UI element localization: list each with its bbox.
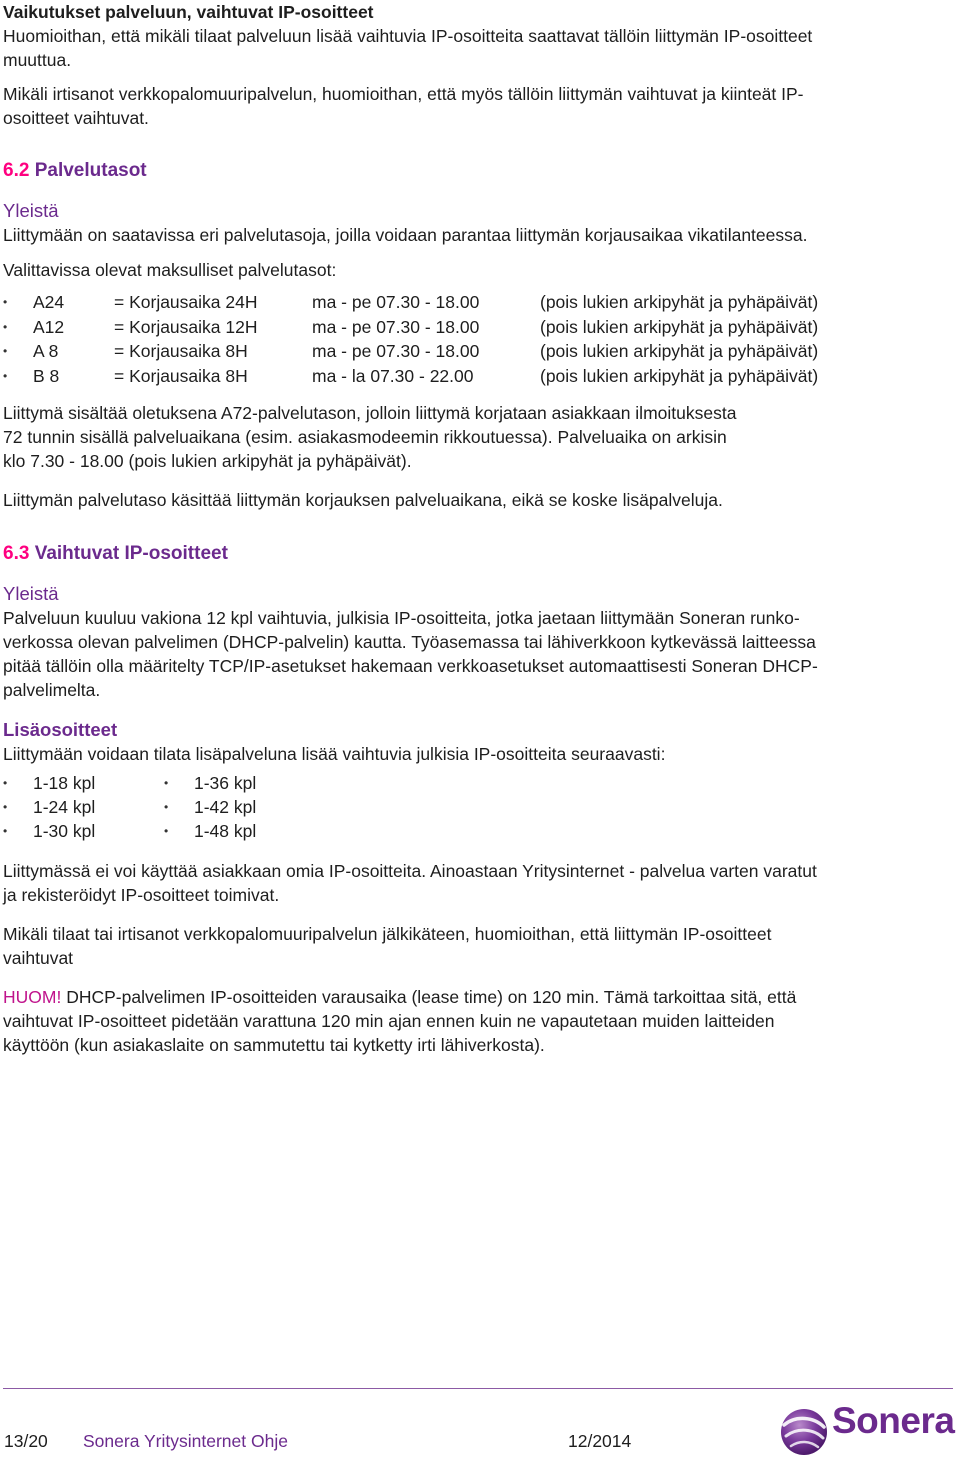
- bullet-icon: •: [3, 824, 8, 838]
- section-6-2-number: 6.2: [3, 160, 30, 181]
- level-service-time: ma - pe 07.30 - 18.00: [312, 316, 480, 337]
- service-level-row: [3, 290, 953, 315]
- level-note: (pois lukien arkipyhät ja pyhäpäivät): [540, 292, 819, 312]
- level-description: = Korjausaika 8H: [114, 365, 248, 386]
- bullet-icon: •: [164, 800, 169, 814]
- section-6-3-paragraph-3b: ja rekisteröidyt IP-osoitteet toimivat.: [3, 885, 280, 905]
- section-6-3-subheading: Yleistä: [3, 583, 59, 604]
- bullet-icon: •: [164, 776, 169, 790]
- page-number: 13/20: [4, 1431, 48, 1451]
- intro-paragraph-2b: osoitteet vaihtuvat.: [3, 108, 149, 128]
- section-6-2-paragraph-3b: 72 tunnin sisällä palveluaikana (esim. asiakasmodeemin rikkoutuessa). Palveluaika on arkisin: [3, 427, 727, 447]
- level-service-time: ma - pe 07.30 - 18.00: [312, 341, 480, 361]
- service-level-row: [3, 339, 953, 364]
- intro-paragraph-2a: Mikäli irtisanot verkkopalomuuripalvelun, huomioithan, että myös tällöin liittymän vaihtuvat ja kiinteät IP-: [3, 84, 804, 104]
- section-6-3-paragraph-1a: Palveluun kuuluu vakiona 12 kpl vaihtuvia, julkisia IP-osoitteita, jotka jaetaan liittymään Soneran runko-: [3, 608, 800, 628]
- sonera-wordmark: Sonera: [832, 1400, 955, 1441]
- sonera-orb-icon: [778, 1405, 830, 1457]
- service-level-row: [3, 364, 953, 389]
- section-6-3-paragraph-3a: Liittymässä ei voi käyttää asiakkaan omia IP-osoitteita. Ainoastaan Yritysinternet - palvelua varten varatut: [3, 861, 817, 881]
- section-6-3-paragraph-5a: [3, 985, 953, 1009]
- bullet-icon: •: [3, 776, 8, 790]
- huom-label: HUOM!: [3, 987, 62, 1007]
- section-6-3-paragraph-1c: pitää tällöin olla määritelty TCP/IP-asetukset hakemaan verkkoasetukset automaattisesti Soneran DHCP-: [3, 656, 818, 676]
- section-6-3-paragraph-1b: verkossa olevan palvelimen (DHCP-palvelin) kautta. Työasemassa tai lähiverkkoon kytkevässä laitteessa: [3, 632, 816, 652]
- level-note: (pois lukien arkipyhät ja pyhäpäivät): [540, 365, 819, 386]
- level-note: (pois lukien arkipyhät ja pyhäpäivät): [540, 341, 819, 361]
- level-code: B 8: [33, 365, 60, 386]
- section-6-3-title: Vaihtuvat IP-osoitteet: [34, 543, 228, 564]
- level-code: A24: [33, 292, 65, 312]
- section-6-3-number: 6.3: [3, 543, 30, 564]
- level-description: = Korjausaika 24H: [114, 292, 258, 312]
- section-6-3-paragraph-5c: käyttöön (kun asiakaslaite on sammutettu tai kytketty irti lähiverkosta).: [3, 1035, 545, 1055]
- level-description: = Korjausaika 8H: [114, 341, 248, 361]
- level-service-time: ma - la 07.30 - 22.00: [312, 365, 474, 386]
- section-6-3-paragraph-2: Liittymään voidaan tilata lisäpalveluna lisää vaihtuvia julkisia IP-osoitteita seuraavasti:: [3, 744, 666, 764]
- intro-title: Vaikutukset palveluun, vaihtuvat IP-osoitteet: [3, 2, 374, 22]
- bullet-icon: •: [164, 824, 169, 838]
- bullet-icon: •: [3, 800, 8, 814]
- section-6-2-paragraph-4: Liittymän palvelutaso käsittää liittymän korjauksen palveluaikana, eikä se koske lisäpalveluja.: [3, 490, 723, 510]
- bullet-icon: •: [3, 319, 8, 334]
- level-code: A12: [33, 316, 65, 337]
- intro-paragraph-1a: Huomioithan, että mikäli tilaat palveluun lisää vaihtuvia IP-osoitteita saattavat tällöin liittymän IP-osoitteet: [3, 26, 813, 46]
- bullet-icon: •: [3, 295, 8, 309]
- level-code: A 8: [33, 341, 59, 361]
- document-body: [3, 0, 953, 1057]
- document-brand: Sonera Yritysinternet: [83, 1431, 247, 1451]
- section-6-3-paragraph-4b: vaihtuvat: [3, 948, 74, 968]
- section-6-3-heading: [3, 542, 953, 566]
- bullet-icon: •: [3, 344, 8, 358]
- level-description: = Korjausaika 12H: [114, 316, 258, 337]
- section-6-2-paragraph-1: Liittymään on saatavissa eri palvelutasoja, joilla voidaan parantaa liittymän korjausaikaa vikatilanteessa.: [3, 225, 808, 245]
- address-quantity-list: • 1-18 kpl • 1-24 kpl • 1-30 kpl • 1-36 kpl • 1-42 kpl • 1-48 kpl: [3, 773, 257, 841]
- intro-paragraph-1b: muuttua.: [3, 50, 72, 70]
- section-6-2-subheading: Yleistä: [3, 200, 59, 221]
- service-level-list: [3, 290, 953, 388]
- section-6-3-paragraph-5b: vaihtuvat IP-osoitteet pidetään varattuna 120 min ajan ennen kuin ne vapautetaan muiden laitteiden: [3, 1011, 775, 1031]
- additional-addresses-subheading: Lisäosoitteet: [3, 719, 118, 740]
- document-date: 12/2014: [568, 1431, 632, 1451]
- sonera-logo: [778, 1400, 955, 1459]
- huom-text: DHCP-palvelimen IP-osoitteiden varausaika (lease time) on 120 min. Tämä tarkoittaa sitä, että: [61, 987, 797, 1007]
- section-6-3-paragraph-1d: palvelimelta.: [3, 680, 101, 700]
- section-6-3-paragraph-4a: Mikäli tilaat tai irtisanot verkkopalomuuripalvelun jälkikäteen, huomioithan, että liittymän IP-osoitteet: [3, 924, 772, 944]
- level-note: (pois lukien arkipyhät ja pyhäpäivät): [540, 316, 819, 337]
- bullet-icon: •: [3, 368, 8, 383]
- document-name: [83, 1428, 288, 1454]
- section-6-2-title: Palvelutasot: [34, 160, 147, 181]
- footer-divider: [3, 1388, 953, 1389]
- service-level-row: [3, 315, 953, 340]
- document-type: Ohje: [246, 1431, 288, 1451]
- section-6-2-paragraph-3c: klo 7.30 - 18.00 (pois lukien arkipyhät ja pyhäpäivät).: [3, 451, 412, 471]
- level-service-time: ma - pe 07.30 - 18.00: [312, 292, 480, 312]
- section-6-2-heading: [3, 159, 953, 183]
- section-6-2-paragraph-3a: Liittymä sisältää oletuksena A72-palvelutason, jolloin liittymä korjataan asiakkaan ilmoituksesta: [3, 403, 737, 423]
- section-6-2-paragraph-2: Valittavissa olevat maksulliset palvelutasot:: [3, 260, 337, 280]
